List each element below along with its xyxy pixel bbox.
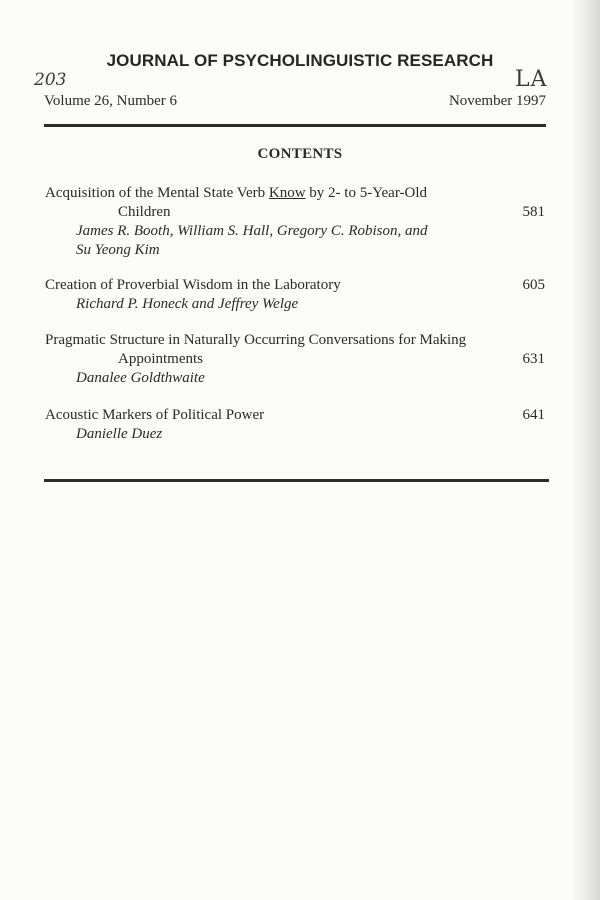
entry-title: Acquisition of the Mental State Verb Know by 2- to 5-Year-Old [45,185,428,201]
entry-title: Acoustic Markers of Political Power [45,407,265,423]
issue-date: November 1997 [448,93,546,109]
bottom-divider [44,479,549,482]
toc-entry[interactable] [45,276,545,314]
volume-number: Volume 26, Number 6 [44,93,178,109]
entry-page-number: 641 [522,407,545,423]
entry-title: Pragmatic Structure in Naturally Occurring Conversations for Making [45,332,467,348]
top-divider [44,124,546,127]
page-edge-shadow [570,0,600,900]
handwritten-note-left: 203 [34,70,67,90]
handwritten-note-right: LA [515,67,548,92]
journal-title: JOURNAL OF PSYCHOLINGUISTIC RESEARCH [106,51,494,70]
toc-entry[interactable] [45,184,545,260]
entry-authors: Danielle Duez [76,426,163,442]
entry-title: Creation of Proverbial Wisdom in the Laboratory [45,277,341,293]
toc-entry[interactable] [45,406,545,444]
entry-authors: James R. Booth, William S. Hall, Gregory C. Robison, and [76,223,428,239]
entry-page-number: 581 [522,204,545,220]
entry-page-number: 605 [522,277,545,293]
toc-entry[interactable] [45,331,545,388]
underlined-word: Know [268,185,306,201]
entry-title-continued: Children [118,204,171,220]
entry-authors-continued: Su Yeong Kim [76,242,160,258]
entry-authors: Danalee Goldthwaite [76,370,205,386]
entry-title-continued: Appointments [118,351,203,367]
entry-authors: Richard P. Honeck and Jeffrey Welge [76,296,299,312]
contents-heading: CONTENTS [257,146,343,162]
entry-page-number: 631 [522,351,545,367]
